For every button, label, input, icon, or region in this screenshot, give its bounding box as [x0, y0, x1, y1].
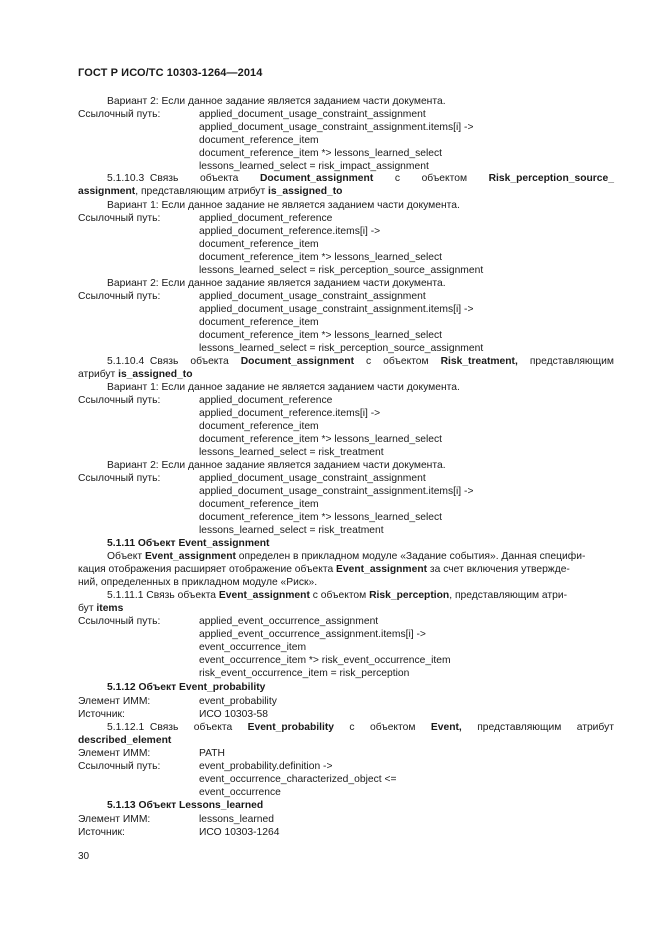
attribute-name: is_assigned_to [268, 186, 343, 197]
source-value: ИСО 10303-58 [199, 709, 268, 720]
clause-5-1-11-1-heading [107, 589, 567, 602]
paragraph-line [107, 550, 585, 563]
clause-text: , представляющим атрибут [135, 186, 269, 197]
section-heading-5-1-13: 5.1.13 Объект Lessons_learned [107, 800, 264, 811]
entity-name: Risk_perception_source_ [488, 173, 614, 184]
path-line: document_reference_item [199, 317, 319, 328]
entity-name: Document_assignment [240, 356, 355, 367]
path-line: document_reference_item [199, 239, 319, 250]
ref-path-label: Ссылочный путь: [78, 395, 161, 406]
word: объектом [421, 173, 468, 184]
clause-5-1-10-4-heading [107, 355, 614, 368]
entity-name: Event_assignment [218, 590, 310, 601]
path-line: applied_event_occurrence_assignment.items[i] -> [199, 629, 426, 640]
word: с [394, 173, 400, 184]
clause-text: атрибут [78, 369, 119, 380]
path-line: document_reference_item *> lessons_learned_select [199, 148, 442, 159]
path-line: applied_document_usage_constraint_assignment.items[i] -> [199, 486, 474, 497]
ref-path-label: Ссылочный путь: [78, 473, 161, 484]
entity-name: Event_probability [247, 722, 335, 733]
path-line: applied_document_usage_constraint_assignment [199, 109, 426, 120]
clause-text: бут [78, 603, 97, 614]
entity-name: Event_assignment [144, 551, 236, 562]
clause-5-1-12-1-heading [107, 721, 614, 734]
path-line: applied_document_usage_constraint_assignment.items[i] -> [199, 122, 474, 133]
word: 5.1.10.3 Связь [107, 173, 179, 184]
path-line: applied_document_reference [199, 395, 333, 406]
word: атрибут [576, 722, 614, 733]
path-line: document_reference_item [199, 135, 319, 146]
path-line: event_occurrence_characterized_object <= [199, 774, 397, 785]
aim-element-label: Элемент ИММ: [78, 748, 151, 759]
path-line: document_reference_item *> lessons_learned_select [199, 252, 442, 263]
path-line: document_reference_item [199, 499, 319, 510]
path-line: applied_document_usage_constraint_assignment.items[i] -> [199, 304, 474, 315]
section-heading-5-1-11: 5.1.11 Объект Event_assignment [107, 538, 270, 549]
section-heading-5-1-12: 5.1.12 Объект Event_probability [107, 682, 266, 693]
aim-element-value: event_probability [199, 696, 277, 707]
path-line: document_reference_item [199, 421, 319, 432]
entity-name: Risk_perception [369, 590, 450, 601]
path-line: event_probability.definition -> [199, 761, 333, 772]
path-line: applied_event_occurrence_assignment [199, 616, 379, 627]
attribute-name: items [96, 603, 124, 614]
ref-path-label: Ссылочный путь: [78, 761, 161, 772]
clause-5-1-10-3-heading [107, 172, 614, 185]
variant-text: Вариант 1: Если данное задание не является заданием части документа. [107, 200, 460, 211]
clause-text: , представляющим атри- [449, 590, 568, 601]
path-line: document_reference_item *> lessons_learned_select [199, 330, 442, 341]
entity-name: Event, [430, 722, 462, 733]
path-line: applied_document_reference.items[i] -> [199, 226, 381, 237]
ref-path-label: Ссылочный путь: [78, 109, 161, 120]
word: объектом [383, 356, 429, 367]
ref-path-label: Ссылочный путь: [78, 213, 161, 224]
clause-continuation [78, 368, 193, 381]
attribute-name: is_assigned_to [118, 369, 193, 380]
word: 5.1.12.1 Связь [107, 722, 179, 733]
aim-element-value: lessons_learned [199, 814, 274, 825]
entity-name: Document_assignment [259, 173, 374, 184]
path-line: lessons_learned_select = risk_perception_source_assignment [199, 343, 484, 354]
ref-path-label: Ссылочный путь: [78, 291, 161, 302]
path-line: event_occurrence_item *> risk_event_occurrence_item [199, 655, 451, 666]
variant-text: Вариант 2: Если данное задание является заданием части документа. [107, 96, 446, 107]
paragraph-text: Объект [107, 551, 145, 562]
variant-text: Вариант 1: Если данное задание не является заданием части документа. [107, 382, 460, 393]
variant-text: Вариант 2: Если данное задание является заданием части документа. [107, 460, 446, 471]
word: объекта [190, 356, 229, 367]
aim-element-label: Элемент ИММ: [78, 696, 151, 707]
source-value: ИСО 10303-1264 [199, 827, 280, 838]
path-line: lessons_learned_select = risk_treatment [199, 525, 384, 536]
path-line: document_reference_item *> lessons_learned_select [199, 434, 442, 445]
paragraph-text: за счет включения утвержде- [427, 564, 570, 575]
source-label: Источник: [78, 827, 125, 838]
paragraph-line [78, 563, 570, 576]
path-line: applied_document_usage_constraint_assignment [199, 291, 426, 302]
word: 5.1.10.4 Связь [107, 356, 179, 367]
path-line: lessons_learned_select = risk_impact_assignment [199, 161, 429, 172]
word: с [349, 722, 355, 733]
clause-continuation [78, 185, 342, 198]
path-line: lessons_learned_select = risk_treatment [199, 447, 384, 458]
path-line: event_occurrence [199, 787, 281, 798]
variant-text: Вариант 2: Если данное задание является заданием части документа. [107, 278, 446, 289]
paragraph-text: определен в прикладном модуле «Задание события». Данная специфи- [235, 551, 586, 562]
entity-name: Risk_treatment, [440, 356, 518, 367]
paragraph-text: кация отображения расширяет отображение объекта [78, 564, 337, 575]
clause-continuation [78, 602, 123, 615]
entity-name: Event_assignment [336, 564, 428, 575]
paragraph-line: ний, определенных в прикладном модуле «Риск». [78, 577, 318, 588]
path-line: lessons_learned_select = risk_perception_source_assignment [199, 265, 484, 276]
page-header: ГОСТ Р ИСО/ТС 10303-1264—2014 [78, 67, 263, 79]
path-line: applied_document_reference.items[i] -> [199, 408, 381, 419]
attribute-name: described_element [78, 735, 172, 746]
path-line: applied_document_reference [199, 213, 333, 224]
word: представляющим [529, 356, 614, 367]
path-line: risk_event_occurrence_item = risk_perception [199, 668, 410, 679]
aim-element-value: PATH [199, 748, 225, 759]
entity-name: assignment [78, 186, 136, 197]
word: объекта [199, 173, 239, 184]
source-label: Источник: [78, 709, 125, 720]
clause-text: с объектом [309, 590, 370, 601]
clause-text: 5.1.11.1 Связь объекта [107, 590, 219, 601]
aim-element-label: Элемент ИММ: [78, 814, 151, 825]
path-line: applied_document_usage_constraint_assignment [199, 473, 426, 484]
page-number: 30 [78, 851, 90, 862]
word: объекта [193, 722, 233, 733]
path-line: event_occurrence_item [199, 642, 307, 653]
word: с [366, 356, 372, 367]
word: объектом [369, 722, 416, 733]
ref-path-label: Ссылочный путь: [78, 616, 161, 627]
path-line: document_reference_item *> lessons_learned_select [199, 512, 442, 523]
word: представляющим [477, 722, 562, 733]
